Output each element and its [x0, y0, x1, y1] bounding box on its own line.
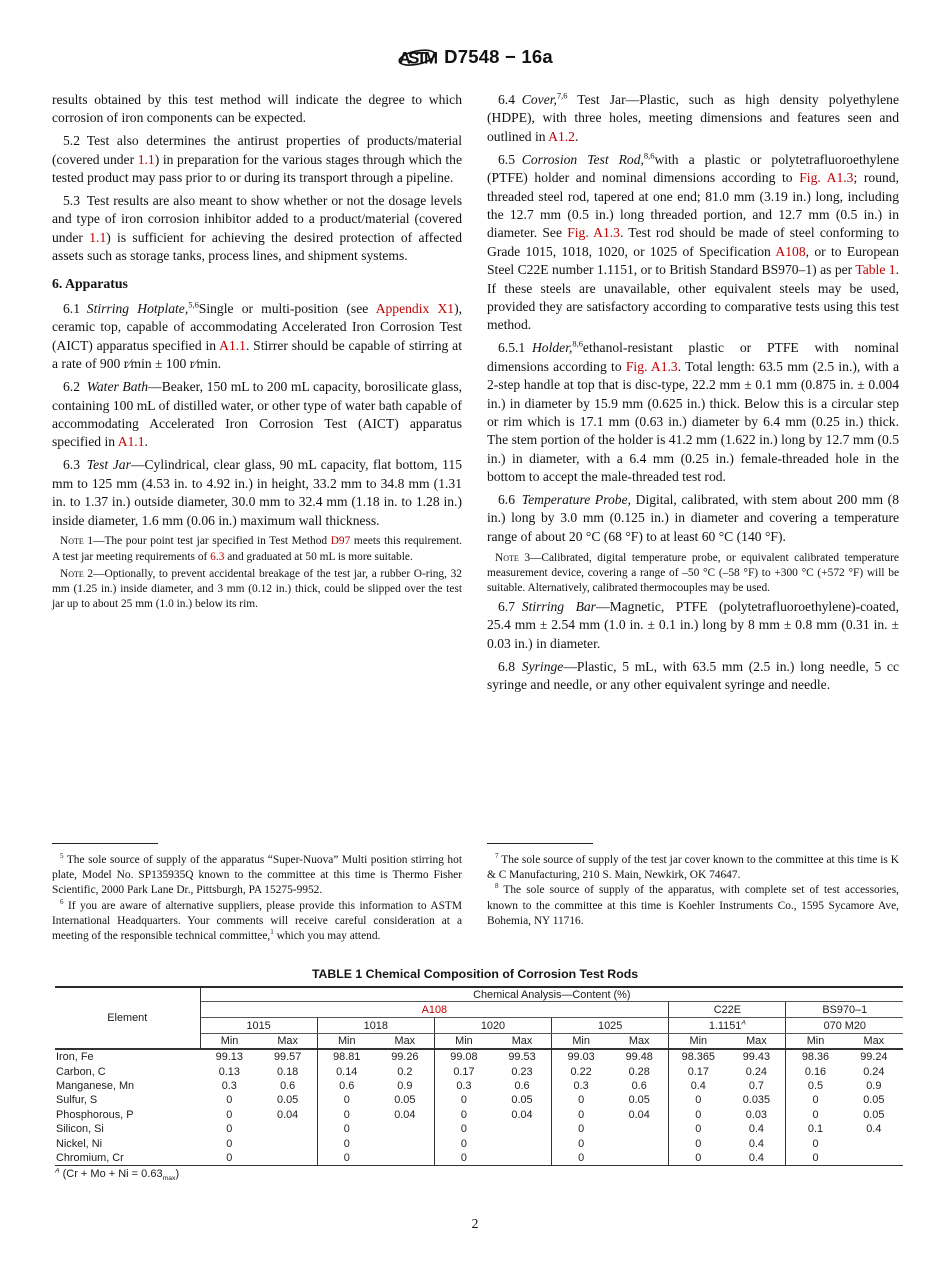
footnote-marker: A — [741, 1018, 746, 1026]
value-cell: 0.04 — [394, 1108, 416, 1121]
value-cell: 98.365 — [669, 1049, 728, 1064]
table-title: TABLE 1 Chemical Composition of Corrosion Test Rods — [311, 967, 639, 981]
value-cell: 0 — [226, 1137, 233, 1150]
text-segment: 8,6 — [572, 338, 583, 349]
ref-link[interactable]: Appendix X1 — [375, 301, 455, 317]
paragraph — [52, 456, 462, 530]
value-cell: 99.08 — [434, 1049, 493, 1064]
text-segment: 6 — [60, 897, 64, 906]
text-segment: results obtained by this test method will indicate the degree to which corrosion of iron components can be expected. — [52, 92, 462, 126]
element-name: Chromium, Cr — [55, 1151, 200, 1166]
text-segment: Test Jar — [86, 457, 131, 473]
element-name: Carbon, C — [56, 1065, 106, 1078]
text-segment: A — [55, 1167, 60, 1175]
value-cell — [610, 1136, 669, 1150]
left-column — [52, 91, 462, 614]
svg-text:ASTM: ASTM — [398, 48, 436, 68]
paragraph — [487, 491, 899, 546]
value-cell — [259, 1151, 318, 1166]
text-segment: Water Bath — [86, 379, 149, 395]
text-segment: max — [162, 1175, 176, 1183]
value-cell: 0.05 — [628, 1094, 650, 1107]
value-cell: 0.7 — [748, 1079, 764, 1092]
value-cell: 99.48 — [625, 1051, 653, 1064]
value-cell: 0 — [786, 1093, 845, 1107]
element-name: Manganese, Mn — [56, 1079, 135, 1092]
text-segment: ) in preparation for the various stages through which the tested product may pass prior to or during its transport through a pipeline. — [52, 151, 462, 186]
ref-link[interactable]: D97 — [330, 535, 351, 548]
grade-header — [434, 1018, 551, 1034]
value-cell: 99.43 — [742, 1051, 771, 1064]
value-cell: 0.2 — [397, 1065, 413, 1078]
text-segment: —The pour point test jar specified in Test Method — [93, 535, 331, 548]
value-cell: 0.03 — [745, 1108, 767, 1121]
value-cell — [376, 1136, 435, 1150]
max-header: Max — [845, 1034, 904, 1050]
paragraph — [487, 91, 899, 146]
value-cell: 0 — [317, 1122, 376, 1136]
footnote-rule — [487, 843, 593, 844]
value-cell: 0.6 — [631, 1079, 647, 1092]
table-row — [55, 1151, 903, 1166]
value-cell: 0.17 — [434, 1064, 493, 1078]
table-footnote — [55, 1167, 180, 1183]
note — [487, 551, 899, 596]
text-segment: —Magnetic, PTFE (polytetrafluoroethylene)-coated, 25.4 mm ± 2.54 mm (1.0 in. ± 0.1 in.) long by 8 mm ± 0.8 mm (0.31 in. ± 0.03 in.) in diameter. — [487, 599, 899, 651]
value-cell: 0 — [786, 1136, 845, 1150]
spec-group-header: A108 — [200, 1002, 669, 1018]
text-segment: ) is sufficient for achieving the desired protection of affected assets such as storage tanks, process lines, and shipment systems. — [52, 229, 462, 264]
grade-header — [317, 1018, 434, 1034]
text-segment: 7,6 — [556, 90, 568, 101]
value-cell: 0 — [434, 1122, 493, 1136]
ref-link[interactable]: Fig. A1.3 — [799, 170, 854, 186]
value-cell: 0.04 — [628, 1108, 650, 1121]
element-name: Silicon, Si — [56, 1123, 104, 1136]
right-column — [487, 91, 899, 699]
paragraph — [487, 658, 899, 695]
value-cell: 0.05 — [863, 1108, 885, 1121]
text-segment: If you are aware of alternative suppliers, please provide this information to ASTM International Headquarters. Your comments will receive careful consideration at a meeting of the responsible technical committee, — [52, 899, 462, 943]
element-name: Phosphorous, P — [56, 1108, 134, 1121]
table-row — [55, 1064, 903, 1078]
heading — [52, 275, 462, 293]
table-wrap — [55, 986, 903, 1166]
text-segment: 7 — [495, 852, 499, 861]
grade-header — [200, 1018, 317, 1034]
value-cell: 0.05 — [394, 1094, 416, 1107]
analysis-header: Chemical Analysis—Content (%) — [200, 987, 903, 1002]
value-cell: 0 — [552, 1093, 611, 1107]
value-cell: 0.14 — [317, 1064, 376, 1078]
value-cell: 0 — [226, 1094, 233, 1107]
text-segment: —Beaker, 150 mL to 200 mL capacity, borosilicate glass, containing 100 mL of distilled water, or other type of water bath capable of accommodating Accelerated Iron Corrosion Test (AICT) apparatus specified in — [52, 379, 463, 450]
max-header: Max — [493, 1034, 552, 1050]
text-segment: 5,6 — [188, 299, 199, 310]
text-segment: 6.4 — [498, 92, 522, 107]
spec-group-header: C22E — [669, 1002, 786, 1018]
value-cell — [493, 1151, 552, 1166]
text-segment: 1015 — [246, 1019, 271, 1032]
value-cell — [376, 1151, 435, 1166]
min-header: Min — [200, 1034, 259, 1050]
value-cell: 99.53 — [508, 1051, 536, 1064]
value-cell: 0.05 — [277, 1094, 299, 1107]
composition-table — [55, 986, 903, 1166]
text-segment: 6.8 — [498, 658, 522, 674]
footnote — [52, 899, 462, 945]
text-segment: ) — [175, 1168, 180, 1180]
value-cell: 99.24 — [860, 1051, 888, 1064]
value-cell — [259, 1136, 318, 1150]
grade-header — [552, 1018, 669, 1034]
paragraph — [487, 598, 899, 653]
footnote — [52, 853, 462, 899]
value-cell: 0.24 — [863, 1065, 885, 1078]
ref-link[interactable]: 1.1 — [89, 229, 107, 245]
footnote — [487, 883, 899, 929]
text-segment: . If these steels are unavailable, other equivalent steels may be used, provided they are satisfactory according to comparative tests using this test method. — [487, 262, 899, 333]
text-segment: . Test rod should be made of steel conforming to Grade 1015, 1018, 1020, or 1025 of Specification — [487, 225, 899, 259]
ref-link[interactable]: Table 1 — [855, 262, 896, 278]
table-row — [55, 1079, 903, 1093]
note — [52, 567, 462, 612]
text-segment: 8,6 — [643, 150, 655, 161]
text-segment: meets this requirement. A test jar meeting requirements of — [52, 535, 463, 563]
page-header — [0, 42, 950, 72]
text-segment: Syringe — [521, 658, 564, 674]
value-cell: 99.13 — [215, 1051, 243, 1064]
value-cell: 0 — [669, 1136, 728, 1150]
text-segment: Note 2 — [60, 567, 94, 580]
value-cell: 0 — [434, 1093, 493, 1107]
value-cell: 0.3 — [434, 1079, 493, 1093]
text-segment: ethanol-resistant plastic or PTFE with nominal dimensions according to — [487, 340, 899, 374]
paragraph — [52, 378, 462, 452]
value-cell: 0.4 — [727, 1151, 786, 1166]
text-segment: 5.2 Test also determines the antirust properties of products/material (covered under — [52, 133, 462, 167]
min-header: Min — [786, 1034, 845, 1050]
paragraph — [487, 151, 899, 335]
text-segment: 1 — [270, 928, 274, 937]
paragraph — [52, 300, 462, 374]
table-row — [55, 1093, 903, 1107]
ref-link[interactable]: A1.2 — [548, 128, 575, 144]
text-segment: —Plastic, 5 mL, with 63.5 mm (2.5 in.) long needle, 5 cc syringe and needle, or any other equivalent syringe and needle. — [487, 658, 899, 693]
value-cell: 0 — [434, 1108, 493, 1122]
table-row — [55, 1122, 903, 1136]
value-cell: 0.4 — [866, 1123, 882, 1136]
value-cell: 0.3 — [221, 1079, 237, 1092]
text-segment: ; round, threaded steel rod, tapered at one end; 81.0 mm (3.19 in.) long, including the 12.7 mm (0.5 in.) long threaded portion, and 12.7 mm (0.5 in.) in diameter. See — [487, 170, 899, 241]
text-segment: which you may attend. — [273, 930, 381, 943]
text-segment: 8 — [495, 882, 499, 891]
text-segment: Stirring Hotplate, — [86, 301, 189, 317]
text-segment: 6.5.1 — [498, 340, 532, 356]
value-cell: 0.6 — [280, 1079, 296, 1092]
value-cell: 0.6 — [514, 1079, 530, 1092]
value-cell: 0.16 — [786, 1064, 845, 1078]
text-segment: Note 3 — [495, 551, 531, 564]
note — [52, 534, 462, 564]
value-cell: 0.04 — [277, 1108, 299, 1121]
value-cell: 0.4 — [748, 1137, 764, 1150]
value-cell — [845, 1136, 904, 1150]
value-cell: 0.9 — [866, 1079, 882, 1092]
value-cell: 0 — [226, 1123, 233, 1136]
text-segment: Digital, calibrated, with stem about 200 mm (8 in.) long by 3.0 mm (0.125 in.) in diameter and covering a temperature range of about 20 °C (68 °F) to at least 60 °C (140 °F). — [487, 492, 899, 544]
text-segment: , or to European Steel C22E number 1.1151, or to British Standard BS970–1) as per — [487, 243, 899, 278]
text-segment: 6.3 — [63, 457, 87, 473]
text-segment: Test Jar—Plastic, such as high density polyethylene (HDPE), with three holes, meeting dimensions and features seen and outlined in — [487, 92, 899, 144]
value-cell: 0.18 — [277, 1065, 299, 1078]
text-segment: —Cylindrical, clear glass, 90 mL capacity, flat bottom, 115 mm to 125 mm (4.53 in. to 4.92 in.) in height, 33.2 mm to 34.8 mm (1.31 in. to 1.37 in.) outside diameter, 30.0 mm to 32.4 mm (1.18 in. to 1.28 in.) inside diameter, 1.6 mm (0.06 in.) maximum wall thickness. — [52, 457, 462, 528]
text-segment: 6.1 — [63, 301, 87, 317]
table-row — [55, 1049, 903, 1064]
value-cell: 99.26 — [391, 1051, 419, 1064]
value-cell: 0.05 — [511, 1094, 533, 1107]
value-cell: 0.23 — [511, 1065, 533, 1078]
text-segment: The sole source of supply of the test jar cover known to the committee at this time is K & C Manufacturing, 210 S. Main, Newkirk, OK 74647. — [487, 854, 899, 882]
text-segment: —Calibrated, digital temperature probe, or equivalent calibrated temperature measurement device, covering a range of –50 °C (–58 °F) to +300 °C (+572 °F) will be suitable. Alternatively, calibrated thermocouples may be used. — [487, 551, 899, 594]
value-cell: 0.5 — [786, 1079, 845, 1093]
value-cell: 0 — [669, 1151, 728, 1166]
ref-link[interactable]: A1.1 — [117, 434, 145, 450]
text-segment: 1025 — [598, 1019, 623, 1032]
element-name: Sulfur, S — [56, 1094, 98, 1107]
ref-link[interactable]: 6.3 — [210, 550, 225, 563]
paragraph — [52, 192, 462, 266]
value-cell: 0 — [669, 1122, 728, 1136]
text-segment: 1020 — [480, 1019, 506, 1032]
value-cell: 0.28 — [628, 1065, 650, 1078]
text-segment: 070 M20 — [823, 1019, 866, 1032]
value-cell: 0.4 — [669, 1079, 728, 1093]
max-header: Max — [610, 1034, 669, 1050]
value-cell: 0 — [552, 1108, 611, 1122]
value-cell: 0 — [552, 1136, 611, 1150]
value-cell: 0 — [200, 1151, 259, 1166]
left-footnotes — [52, 843, 462, 944]
value-cell: 0.3 — [552, 1079, 611, 1093]
text-segment: 1.1151 — [708, 1019, 742, 1032]
paragraph — [52, 91, 462, 128]
text-segment: (Cr + Mo + Ni = 0.63 — [59, 1168, 163, 1180]
text-segment: 6. Apparatus — [52, 275, 128, 291]
min-header: Min — [669, 1034, 728, 1050]
ref-link[interactable]: A1.1 — [219, 337, 246, 353]
ref-link[interactable]: A108 — [775, 243, 806, 259]
value-cell: 0.6 — [317, 1079, 376, 1093]
text-segment: Single or multi-position (see — [198, 301, 376, 317]
value-cell: 0.17 — [669, 1064, 728, 1078]
value-cell: 0.24 — [745, 1065, 767, 1078]
value-cell: 0 — [317, 1093, 376, 1107]
astm-logo-icon — [397, 42, 437, 72]
footnote — [487, 853, 899, 883]
element-header: Element — [55, 987, 200, 1049]
value-cell: 0.22 — [552, 1064, 611, 1078]
value-cell: 0.035 — [742, 1094, 771, 1107]
ref-link[interactable]: 1.1 — [137, 151, 155, 167]
text-segment: Note 1 — [60, 535, 94, 548]
value-cell: 0.4 — [748, 1123, 764, 1136]
min-header: Min — [317, 1034, 376, 1050]
value-cell — [493, 1136, 552, 1150]
value-cell: 0 — [669, 1093, 728, 1107]
paragraph — [487, 339, 899, 486]
doc-code: D7548 − 16a — [444, 46, 553, 67]
text-segment: . Total length: 63.5 mm (2.5 in.), with a 2-step handle at top that is disc-type, 22.2 mm ± 0.1 mm (0.875 in. ± 0.004 in.) in diameter by 15.9 mm (0.625 in.) thick. Below this is a circular step or rim which is 17.1 mm (0.63 in.) diameter by 6.4 mm (0.25 in.) thick. The stem portion of the holder is 41.2 mm (1.622 in.) long by 12.7 mm (0.5 in.) in diameter, with a 6.4 mm (0.25 in.) female-threaded hole in the bottom to accept the male-threaded test rod. — [487, 358, 899, 485]
element-name: Iron, Fe — [56, 1051, 94, 1064]
text-segment: . Stirrer should be capable of stirring at a rate of 900 r⁄min ± 100 r⁄min. — [52, 337, 462, 372]
value-cell — [845, 1151, 904, 1166]
min-header: Min — [434, 1034, 493, 1050]
text-segment: ), ceramic top, capable of accommodating Accelerated Iron Corrosion Test (AICT) apparatus specified in — [52, 301, 463, 353]
value-cell: 0 — [669, 1108, 728, 1122]
value-cell: 0 — [552, 1122, 611, 1136]
max-header: Max — [259, 1034, 318, 1050]
value-cell: 0 — [786, 1151, 845, 1166]
text-segment: Holder, — [531, 340, 573, 356]
value-cell — [610, 1122, 669, 1136]
table-row — [55, 1136, 903, 1150]
text-segment: The sole source of supply of the apparatus “Super-Nuova” Multi position stirring hot plate, Model No. SP135935Q known to the committee at this time is Thermo Fisher Scientific, 2000 Park Lane Dr., Pittsburgh, PA 15275-9952. — [52, 854, 462, 897]
max-header: Max — [727, 1034, 786, 1050]
footnote-rule — [52, 843, 158, 844]
text-segment: 1018 — [363, 1019, 388, 1032]
text-segment: Corrosion Test Rod, — [521, 151, 644, 167]
value-cell: 0.9 — [397, 1079, 413, 1092]
value-cell: 0 — [317, 1108, 376, 1122]
grade-header — [786, 1018, 903, 1034]
text-segment: —Optionally, to prevent accidental breakage of the test jar, a rubber O-ring, 32 mm (1.25 in.) inside diameter, and 3 mm (0.12 in.) thick, could be slipped over the test jar up to about 25 mm (1.0 in.) below its rim. — [52, 567, 462, 610]
element-name: Nickel, Ni — [56, 1137, 102, 1150]
text-segment: 6.5 — [498, 151, 522, 167]
value-cell: 99.57 — [274, 1051, 302, 1064]
value-cell: 0 — [434, 1136, 493, 1150]
spec-group-header: BS970–1 — [786, 1002, 903, 1018]
value-cell: 0.04 — [511, 1108, 533, 1121]
grade-header — [669, 1018, 786, 1034]
text-segment: Cover, — [521, 92, 557, 107]
page-number: 2 — [471, 1216, 479, 1231]
value-cell: 98.36 — [786, 1049, 845, 1064]
text-segment: and graduated at 50 mL is more suitable. — [224, 550, 413, 563]
table-row — [55, 1108, 903, 1122]
value-cell: 0.13 — [218, 1065, 240, 1078]
max-header: Max — [376, 1034, 435, 1050]
text-segment: 6.7 — [498, 599, 522, 615]
value-cell: 98.81 — [317, 1049, 376, 1064]
ref-link[interactable]: Fig. A1.3 — [567, 225, 620, 241]
value-cell — [493, 1122, 552, 1136]
text-segment: Temperature Probe, — [521, 492, 632, 508]
text-segment: 6.6 — [498, 492, 522, 508]
min-header: Min — [552, 1034, 611, 1050]
value-cell — [259, 1122, 318, 1136]
text-segment: Stirring Bar — [521, 599, 596, 615]
value-cell: 99.03 — [552, 1049, 611, 1064]
value-cell: 0 — [317, 1151, 376, 1166]
text-segment: The sole source of supply of the apparatus, with complete set of test accessories, known to the committee at this time is Koehler Instruments Co., 1595 Sycamore Ave, Bohemia, NY 11716. — [487, 884, 899, 927]
value-cell: 0.1 — [786, 1122, 845, 1136]
text-segment: with a plastic or polytetrafluoroethylene (PTFE) holder and nominal dimensions according to — [487, 151, 900, 186]
right-footnotes — [487, 843, 899, 929]
paragraph — [52, 132, 462, 187]
value-cell: 0 — [434, 1151, 493, 1166]
value-cell: 0.05 — [863, 1094, 885, 1107]
value-cell: 0 — [786, 1108, 845, 1122]
text-segment: . — [574, 128, 579, 144]
value-cell: 0 — [317, 1136, 376, 1150]
text-segment: 5.3 Test results are also meant to show whether or not the dosage levels and type of iron corrosion inhibitor added to a product/material (covered under — [52, 193, 462, 245]
ref-link[interactable]: Fig. A1.3 — [625, 358, 678, 374]
value-cell — [376, 1122, 435, 1136]
text-segment: 5 — [60, 852, 64, 861]
value-cell — [610, 1151, 669, 1166]
value-cell: 0 — [226, 1108, 233, 1121]
value-cell: 0 — [552, 1151, 611, 1166]
text-segment: . — [144, 434, 148, 450]
text-segment: 6.2 — [63, 379, 87, 395]
